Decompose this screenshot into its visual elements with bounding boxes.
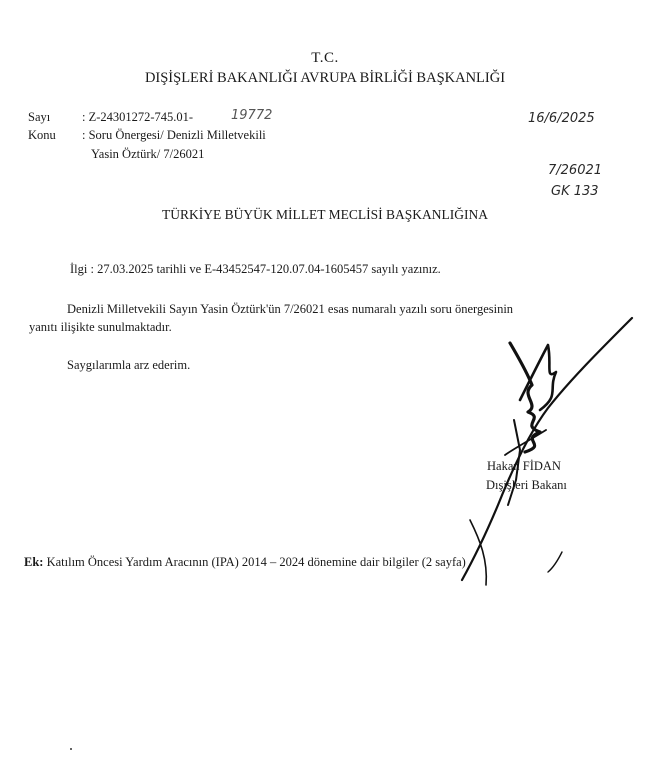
date-handwritten: 16/6/2025	[528, 111, 595, 126]
konu-value-line2: Yasin Öztürk/ 7/26021	[91, 147, 205, 161]
note-handwritten-2: GK 133	[551, 184, 599, 199]
sayi-label: Sayı	[28, 110, 51, 124]
ilgi-line: İlgi : 27.03.2025 tarihli ve E-43452547-120.07.04-1605457 sayılı yazınız.	[70, 262, 441, 276]
page-mark	[70, 748, 72, 750]
paragraph-line-1: Denizli Milletvekili Sayın Yasin Öztürk'ün 7/26021 esas numaralı yazılı soru önergesinin	[67, 302, 514, 316]
attachment-line	[24, 555, 466, 570]
sayi-handwritten: 19772	[231, 108, 273, 123]
paragraph-line-2: yanıtı ilişikte sunulmaktadır.	[29, 320, 172, 334]
header-tc: T.C.	[311, 50, 339, 66]
signatory-title: Dışişleri Bakanı	[486, 478, 567, 492]
attachment-label: Ek:	[24, 555, 44, 569]
header-ministry: DIŞİŞLERİ BAKANLIĞI AVRUPA BİRLİĞİ BAŞKANLIĞI	[144, 70, 506, 86]
addressee: TÜRKİYE BÜYÜK MİLLET MECLİSİ BAŞKANLIĞINA	[162, 207, 488, 222]
signatory-name: Hakan FİDAN	[487, 459, 561, 473]
konu-value-line1: : Soru Önergesi/ Denizli Milletvekili	[82, 128, 266, 142]
closing-line: Saygılarımla arz ederim.	[67, 358, 191, 372]
attachment-text: Katılım Öncesi Yardım Aracının (IPA) 2014 – 2024 dönemine dair bilgiler (2 sayfa)	[46, 555, 466, 569]
sayi-value: : Z-24301272-745.01-	[82, 110, 194, 124]
note-handwritten-1: 7/26021	[548, 163, 603, 178]
konu-label: Konu	[28, 128, 56, 142]
